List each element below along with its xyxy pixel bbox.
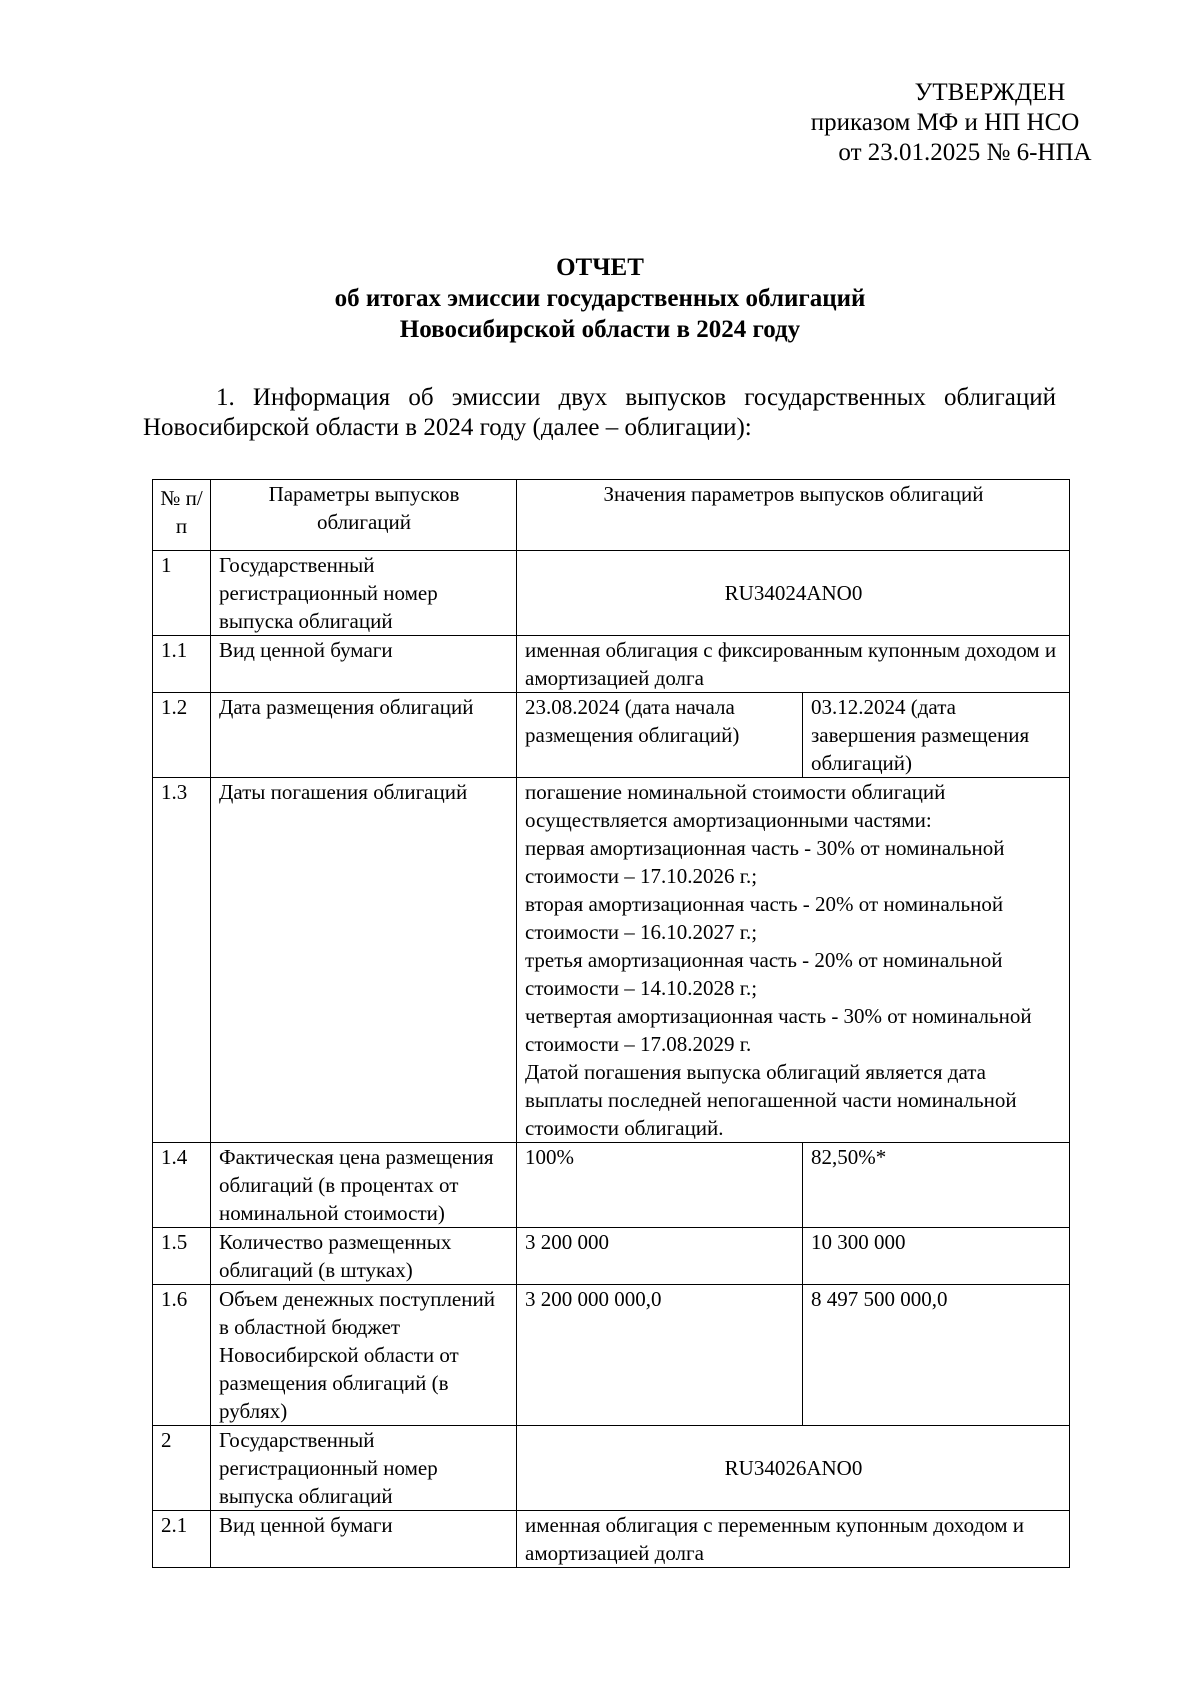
row-value-b: 82,50%*: [803, 1143, 1070, 1228]
table-row: [153, 778, 1070, 1143]
row-num: 2.1: [153, 1511, 211, 1568]
row-param: Фактическая цена размещения облигаций (в процентах от номинальной стоимости): [211, 1143, 517, 1228]
row-num: 1.1: [153, 636, 211, 693]
table-row: [153, 551, 1070, 636]
title-line-2: об итогах эмиссии государственных облигаций: [334, 285, 866, 312]
redemption-line: погашение номинальной стоимости облигаций осуществляется амортизационными частями:: [525, 780, 946, 832]
row-num: 1.5: [153, 1228, 211, 1285]
table-row: [153, 1143, 1070, 1228]
redemption-line: третья амортизационная часть - 20% от номинальной стоимости – 14.10.2028 г.;: [525, 948, 1003, 1000]
table-row: [153, 1511, 1070, 1568]
table-row: [153, 1228, 1070, 1285]
row-value-a: 3 200 000 000,0: [517, 1285, 803, 1426]
row-num: 2: [153, 1426, 211, 1511]
row-value: именная облигация с переменным купонным доходом и амортизацией долга: [517, 1511, 1070, 1568]
row-param: Количество размещенных облигаций (в штуках): [211, 1228, 517, 1285]
row-num: 1.3: [153, 778, 211, 1143]
row-value: именная облигация с фиксированным купонным доходом и амортизацией долга: [517, 636, 1070, 693]
title-line-3: Новосибирской области в 2024 году: [399, 316, 801, 343]
bond-parameters-table: [152, 479, 1070, 1568]
approval-line-date: от 23.01.2025 № 6-НПА: [838, 139, 1092, 166]
row-param: Государственный регистрационный номер выпуска облигаций: [211, 1426, 517, 1511]
row-num: 1.2: [153, 693, 211, 778]
redemption-line: Датой погашения выпуска облигаций является дата выплаты последней непогашенной части номинальной стоимости облигаций.: [525, 1060, 1017, 1140]
table-row: [153, 1426, 1070, 1511]
row-param: Даты погашения облигаций: [211, 778, 517, 1143]
row-value-redemption: [517, 778, 1070, 1143]
row-num: 1: [153, 551, 211, 636]
row-value: RU34024ANO0: [517, 551, 1070, 636]
approval-stamp: [755, 78, 1135, 168]
row-value-a: 100%: [517, 1143, 803, 1228]
row-value-a: 23.08.2024 (дата начала размещения облигаций): [517, 693, 803, 778]
row-param: Государственный регистрационный номер выпуска облигаций: [211, 551, 517, 636]
row-value-a: 3 200 000: [517, 1228, 803, 1285]
row-value-b: 10 300 000: [803, 1228, 1070, 1285]
row-num: 1.6: [153, 1285, 211, 1426]
row-value-b: 8 497 500 000,0: [803, 1285, 1070, 1426]
header-num: № п/п: [153, 480, 211, 551]
row-param: Дата размещения облигаций: [211, 693, 517, 778]
table-header-row: [153, 480, 1070, 551]
redemption-line: четвертая амортизационная часть - 30% от номинальной стоимости – 17.08.2029 г.: [525, 1004, 1032, 1056]
header-values: Значения параметров выпусков облигаций: [517, 480, 1070, 551]
title-line-1: ОТЧЕТ: [556, 254, 644, 281]
row-num: 1.4: [153, 1143, 211, 1228]
table-row: [153, 636, 1070, 693]
approval-line-approved: УТВЕРЖДЕН: [914, 79, 1066, 106]
table-row: [153, 693, 1070, 778]
intro-paragraph: 1. Информация об эмиссии двух выпусков государственных облигаций Новосибирской области в 2024 году (далее – облигации):: [143, 384, 1056, 441]
approval-line-order: приказом МФ и НП НСО: [810, 109, 1080, 136]
report-title: [140, 252, 1060, 345]
row-value-b: 03.12.2024 (дата завершения размещения облигаций): [803, 693, 1070, 778]
redemption-line: вторая амортизационная часть - 20% от номинальной стоимости – 16.10.2027 г.;: [525, 892, 1004, 944]
row-param: Вид ценной бумаги: [211, 636, 517, 693]
redemption-line: первая амортизационная часть - 30% от номинальной стоимости – 17.10.2026 г.;: [525, 836, 1005, 888]
row-value: RU34026ANO0: [517, 1426, 1070, 1511]
row-param: Вид ценной бумаги: [211, 1511, 517, 1568]
table-row: [153, 1285, 1070, 1426]
row-param: Объем денежных поступлений в областной бюджет Новосибирской области от размещения облигаций (в рублях): [211, 1285, 517, 1426]
header-param: Параметры выпусков облигаций: [211, 480, 517, 551]
